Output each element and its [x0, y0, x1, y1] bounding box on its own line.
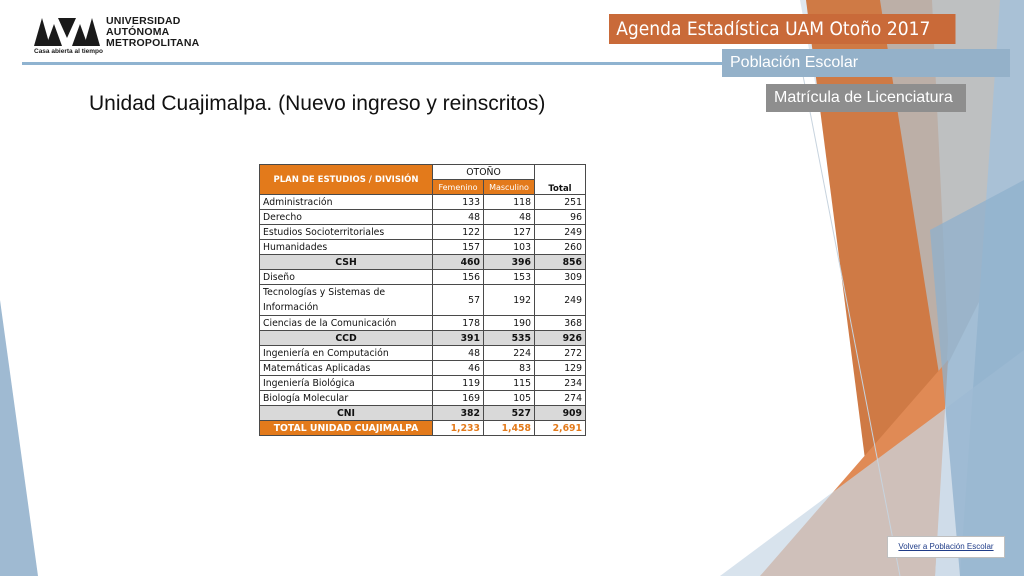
table-row — [260, 225, 586, 240]
row-female: 1,233 — [433, 421, 484, 436]
page-title: Unidad Cuajimalpa. (Nuevo ingreso y reinscritos) — [89, 92, 546, 115]
row-male: 396 — [484, 255, 535, 270]
row-male: 224 — [484, 346, 535, 361]
table-row — [260, 240, 586, 255]
table-row — [260, 195, 586, 210]
table-header-total: Total — [535, 165, 586, 195]
row-name: Estudios Socioterritoriales — [260, 225, 433, 240]
row-total: 251 — [535, 195, 586, 210]
uam-logo-mark-icon — [34, 18, 100, 46]
row-name: CNI — [260, 406, 433, 421]
uam-logo — [34, 15, 200, 58]
row-female: 460 — [433, 255, 484, 270]
row-female: 133 — [433, 195, 484, 210]
row-male: 48 — [484, 210, 535, 225]
logo-name-line2: AUTÓNOMA — [106, 26, 170, 38]
table-row — [260, 391, 586, 406]
row-total: 274 — [535, 391, 586, 406]
row-female: 178 — [433, 316, 484, 331]
subsection-label: Matrícula de Licenciatura — [766, 84, 966, 112]
row-male: 527 — [484, 406, 535, 421]
row-name: Derecho — [260, 210, 433, 225]
subtotal-row — [260, 406, 586, 421]
row-female: 157 — [433, 240, 484, 255]
row-name: Tecnologías y Sistemas de Información — [260, 285, 433, 316]
row-male: 192 — [484, 285, 535, 316]
back-to-poblacion-link[interactable]: Volver a Población Escolar — [887, 536, 1005, 558]
table-row — [260, 346, 586, 361]
row-name: Biología Molecular — [260, 391, 433, 406]
row-name: Ciencias de la Comunicación — [260, 316, 433, 331]
row-male: 190 — [484, 316, 535, 331]
row-female: 391 — [433, 331, 484, 346]
row-total: 272 — [535, 346, 586, 361]
row-total: 909 — [535, 406, 586, 421]
table-row — [260, 210, 586, 225]
row-name: Humanidades — [260, 240, 433, 255]
table-row — [260, 270, 586, 285]
row-female: 48 — [433, 346, 484, 361]
row-male: 83 — [484, 361, 535, 376]
row-name: CCD — [260, 331, 433, 346]
row-male: 118 — [484, 195, 535, 210]
row-male: 1,458 — [484, 421, 535, 436]
row-female: 48 — [433, 210, 484, 225]
row-total: 309 — [535, 270, 586, 285]
row-total: 368 — [535, 316, 586, 331]
table-header-plan: PLAN DE ESTUDIOS / DIVISIÓN — [260, 165, 433, 195]
row-total: 2,691 — [535, 421, 586, 436]
row-name: Ingeniería Biológica — [260, 376, 433, 391]
table-header-male: Masculino — [484, 180, 535, 195]
row-male: 103 — [484, 240, 535, 255]
logo-name-line1: UNIVERSIDAD — [106, 15, 181, 27]
row-male: 153 — [484, 270, 535, 285]
row-name: Administración — [260, 195, 433, 210]
subtotal-row — [260, 331, 586, 346]
left-blue-triangle — [0, 300, 38, 576]
row-total: 96 — [535, 210, 586, 225]
grand-total-row — [260, 421, 586, 436]
row-male: 535 — [484, 331, 535, 346]
row-female: 46 — [433, 361, 484, 376]
logo-name-line3: METROPOLITANA — [106, 37, 200, 49]
row-total: 260 — [535, 240, 586, 255]
row-name: Ingeniería en Computación — [260, 346, 433, 361]
agenda-title: Agenda Estadística UAM Otoño 2017 — [609, 14, 956, 44]
row-total: 926 — [535, 331, 586, 346]
section-label: Población Escolar — [722, 49, 1010, 77]
row-total: 249 — [535, 285, 586, 316]
row-female: 119 — [433, 376, 484, 391]
row-male: 127 — [484, 225, 535, 240]
row-name: Matemáticas Aplicadas — [260, 361, 433, 376]
table-header-female: Femenino — [433, 180, 484, 195]
row-total: 234 — [535, 376, 586, 391]
logo-university-name — [106, 16, 199, 49]
table-row — [260, 285, 586, 316]
table-row — [260, 316, 586, 331]
enrollment-table — [259, 164, 586, 436]
table-row — [260, 376, 586, 391]
row-name: Diseño — [260, 270, 433, 285]
row-male: 115 — [484, 376, 535, 391]
row-total: 249 — [535, 225, 586, 240]
header-divider — [22, 62, 722, 65]
row-female: 57 — [433, 285, 484, 316]
row-female: 122 — [433, 225, 484, 240]
row-female: 156 — [433, 270, 484, 285]
row-male: 105 — [484, 391, 535, 406]
table-header-period: OTOÑO — [433, 165, 535, 180]
row-total: 856 — [535, 255, 586, 270]
row-total: 129 — [535, 361, 586, 376]
logo-tagline: Casa abierta al tiempo — [34, 48, 103, 55]
row-name: TOTAL UNIDAD CUAJIMALPA — [260, 421, 433, 436]
table-row — [260, 361, 586, 376]
row-name: CSH — [260, 255, 433, 270]
row-female: 169 — [433, 391, 484, 406]
subtotal-row — [260, 255, 586, 270]
row-female: 382 — [433, 406, 484, 421]
